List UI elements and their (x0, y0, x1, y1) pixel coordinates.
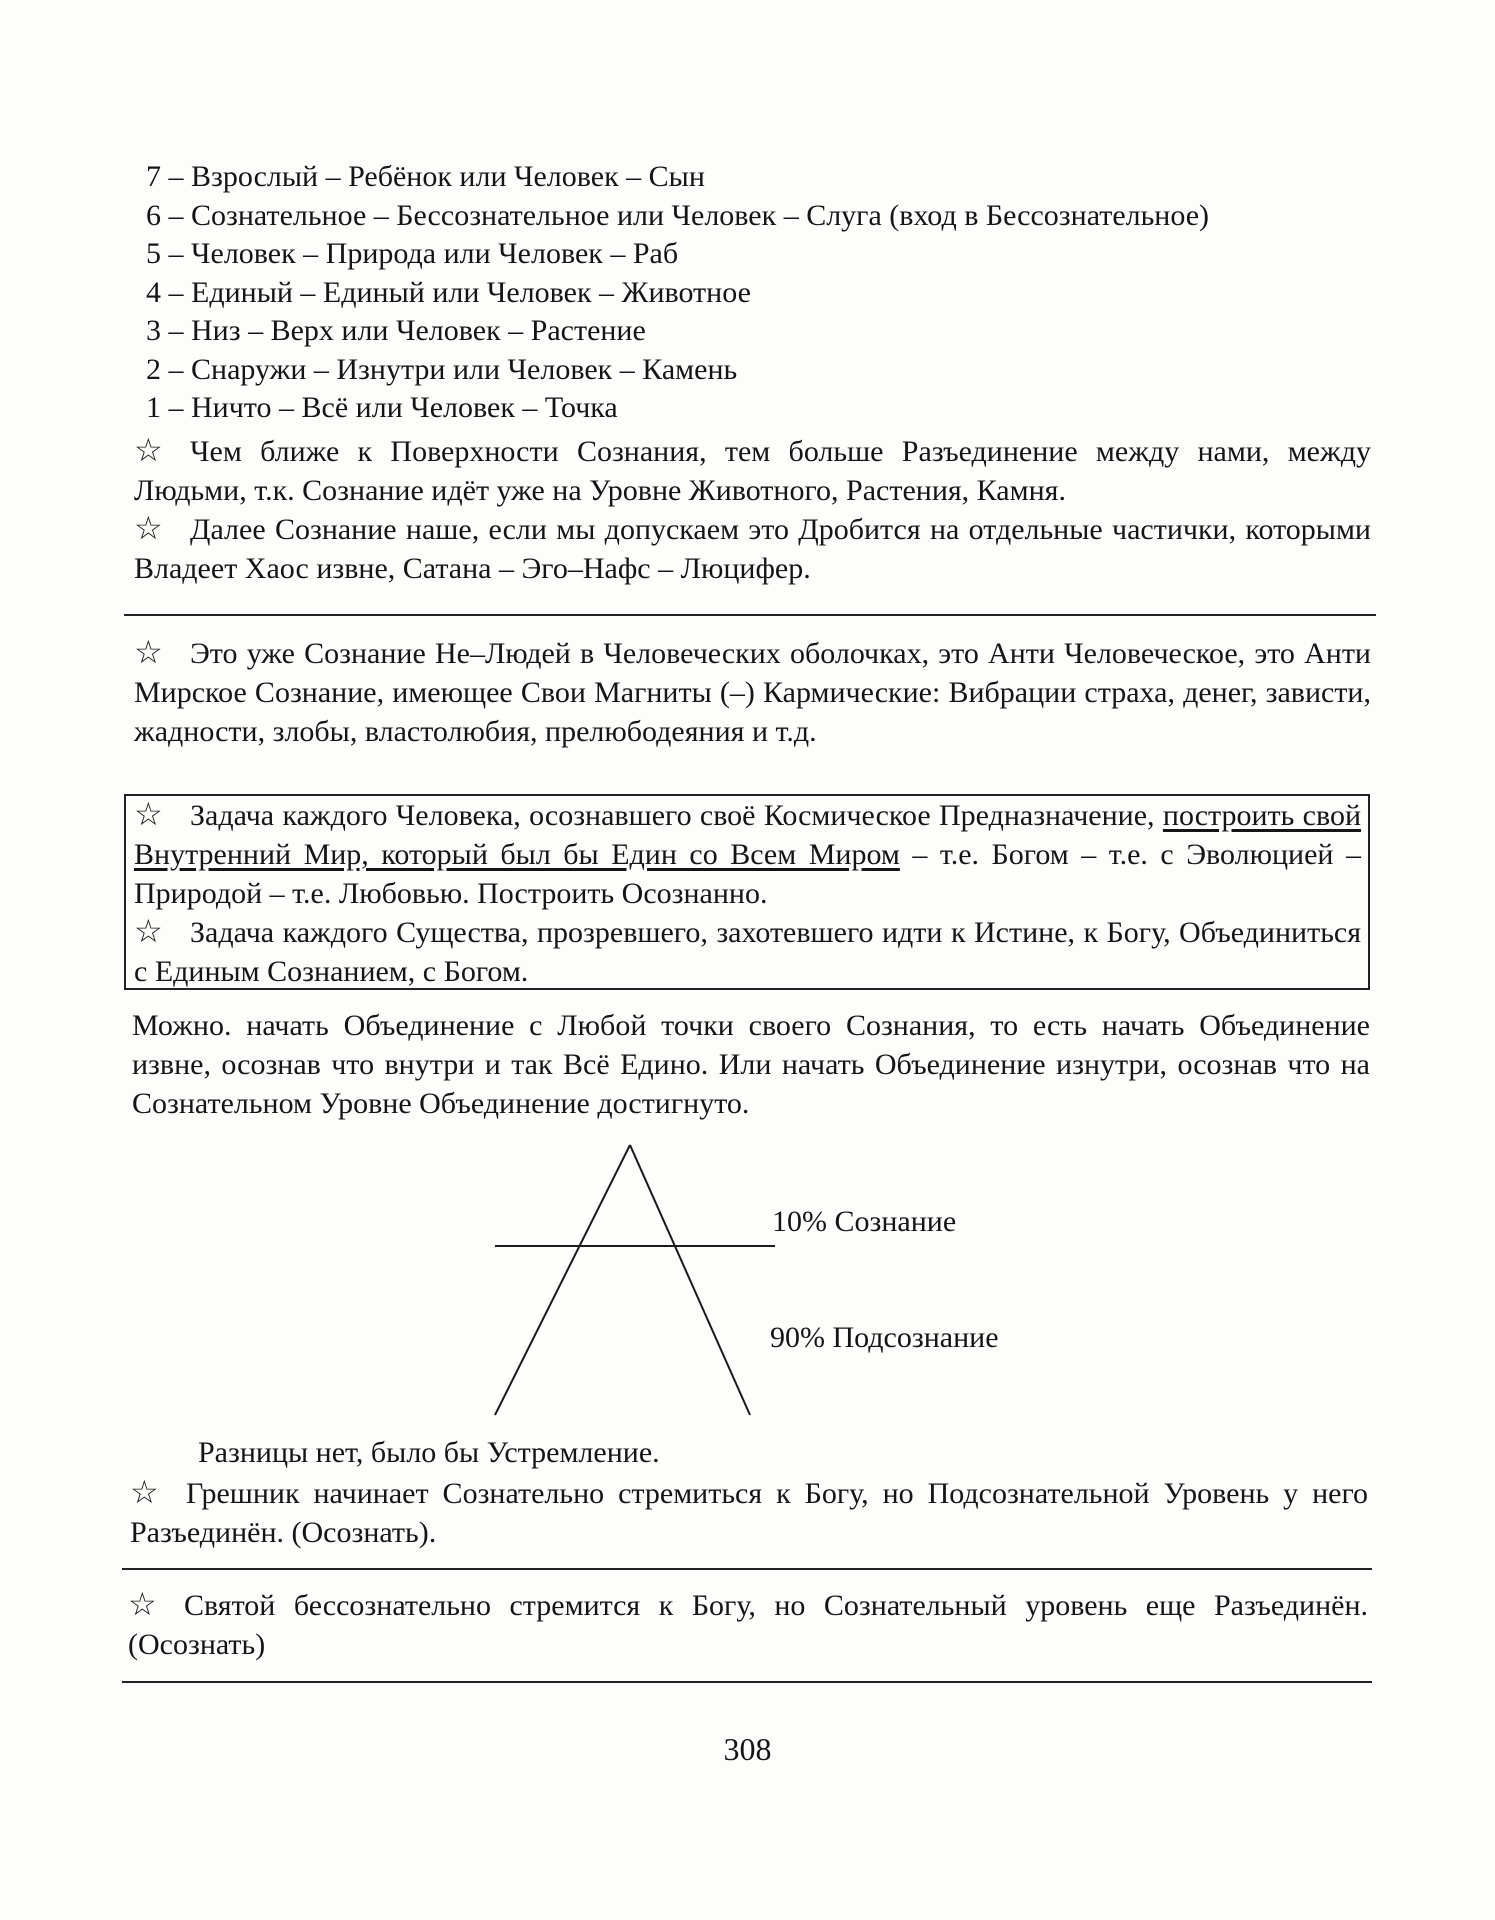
star-icon: ☆ (134, 795, 163, 833)
paragraph-text: Далее Сознание наше, если мы допускаем это Дробится на отдельные частички, которыми Владеет Хаос извне, Сатана – Эго–Нафс – Люцифер. (134, 513, 1371, 585)
list-item: 6 – Сознательное – Бессознательное или Человек – Слуга (вход в Бессознательное) (146, 198, 1210, 232)
paragraph-text: Задача каждого Человека, осознавшего своё Космическое Предназначение, (190, 799, 1163, 832)
label-consciousness: 10% Сознание (772, 1205, 957, 1238)
paragraph-text: Грешник начинает Сознательно стремиться к Богу, но Подсознательной Уровень у него Разъединён. (Осознать). (130, 1477, 1368, 1549)
paragraph-text: Святой бессознательно стремится к Богу, но Сознательный уровень еще Разъединён. (Осознать) (128, 1589, 1368, 1661)
paragraph-text: – т.е. Богом – т.е. с Эволюцией – Природой – т.е. Любовью. Построить Осознанно. (134, 838, 1361, 910)
plain-paragraph: Можно. начать Объединение с Любой точки своего Сознания, то есть начать Объединение извне, осознав что внутри и так Всё Едино. Или начать Объединение изнутри, осознав что на Сознательном Уровне Объединение достигнуто. (132, 1009, 1370, 1120)
list-item: 4 – Единый – Единый или Человек – Животное (146, 275, 751, 309)
triangle-right-side (630, 1145, 750, 1415)
list-item: 5 – Человек – Природа или Человек – Раб (146, 237, 679, 270)
list-item: 2 – Снаружи – Изнутри или Человек – Камень (146, 352, 738, 386)
star-icon: ☆ (134, 431, 163, 469)
list-item: 7 – Взрослый – Ребёнок или Человек – Сын (146, 160, 705, 193)
list-item: 1 – Ничто – Всё или Человек – Точка (146, 391, 618, 424)
paragraph-text: Задача каждого Существа, прозревшего, захотевшего идти к Истине, к Богу, Объединиться с Единым Сознанием, с Богом. (134, 916, 1361, 988)
divider-line (122, 1681, 1372, 1683)
summary-line: Разницы нет, было бы Устремление. (198, 1436, 660, 1469)
page-number: 308 (723, 1731, 772, 1767)
triangle-left-side (495, 1145, 630, 1415)
paragraph-text: Чем ближе к Поверхности Сознания, тем больше Разъединение между нами, между Людьми, т.к. Сознание идёт уже на Уровне Животного, Растения, Камня. (134, 435, 1371, 507)
star-paragraph-saint (128, 1586, 1368, 1664)
star-icon: ☆ (134, 509, 163, 547)
divider-line (122, 1568, 1372, 1570)
star-icon: ☆ (134, 633, 163, 671)
paragraph-text: Это уже Сознание Не–Людей в Человеческих оболочках, это Анти Человеческое, это Анти Мирское Сознание, имеющее Свои Магниты (–) Кармические: Вибрации страха, денег, зависти, жадности, злобы, властолюбия, прелюбодеяния и т.д. (134, 637, 1371, 748)
star-icon: ☆ (128, 1585, 157, 1623)
list-item: 3 – Низ – Верх или Человек – Растение (146, 314, 646, 347)
star-icon: ☆ (130, 1473, 159, 1511)
star-icon: ☆ (134, 912, 163, 950)
label-subconscious: 90% Подсознание (770, 1321, 999, 1354)
underlined-text: построить свой Внутренний Мир, который был бы Един со Всем Миром (134, 799, 1361, 871)
star-paragraph-sinner (130, 1474, 1368, 1552)
